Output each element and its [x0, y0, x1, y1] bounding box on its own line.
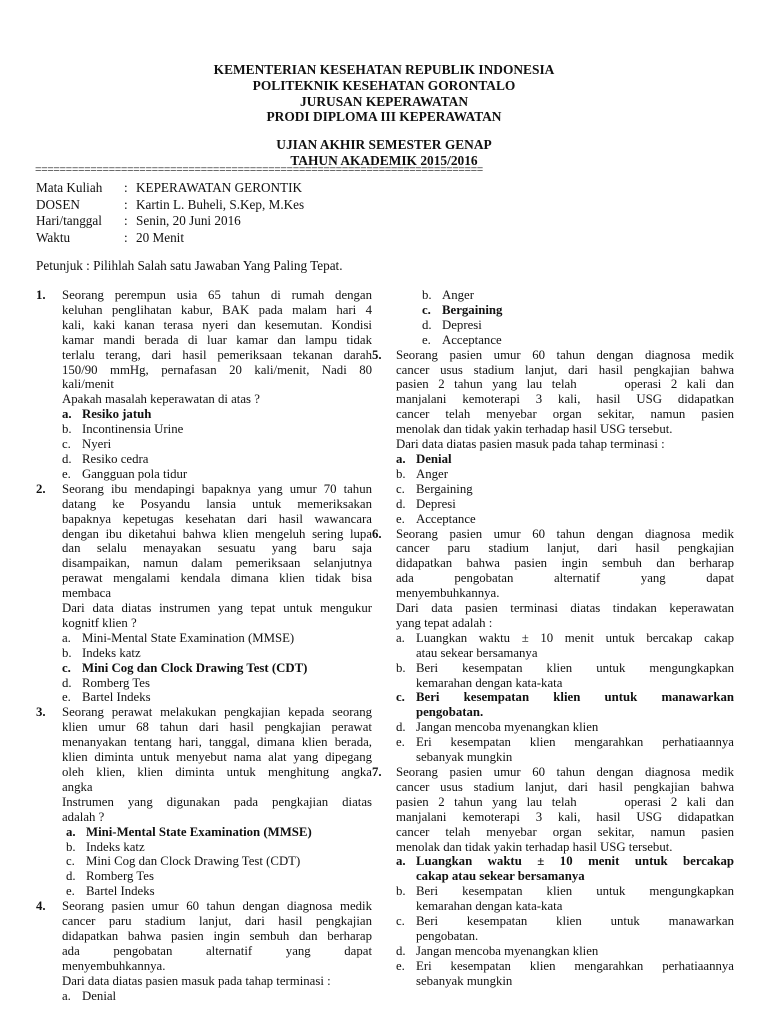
right-column [372, 288, 734, 989]
meta-label: Hari/tanggal [36, 213, 102, 228]
question-stem-line: pasien 2 tahun yang lau telah operasi 2 kali dan [396, 377, 734, 392]
department-title: JURUSAN KEPERAWATAN [299, 94, 468, 109]
meta-colon: : [124, 196, 128, 212]
question-number: 2. [36, 481, 46, 496]
question-stem-line: cancer paru stadium lanjut, dari hasil pengkajian [396, 541, 734, 556]
option-e[interactable]: e. Bartel Indeks [66, 884, 155, 899]
option-e[interactable]: e. Gangguan pola tidur [62, 466, 188, 481]
question-number: 5. [372, 347, 382, 362]
institution-title: POLITEKNIK KESEHATAN GORONTALO [252, 78, 516, 93]
academic-year: TAHUN AKADEMIK 2015/2016 [290, 153, 478, 168]
option-c[interactable]: c. Mini Cog dan Clock Drawing Test (CDT) [66, 854, 301, 869]
exam-meta [36, 180, 304, 246]
question-stem-line: menyembuhkannya. [62, 958, 166, 973]
meta-label: DOSEN [36, 196, 80, 212]
meta-row-lecturer [36, 197, 304, 214]
option-e[interactable]: e. Acceptance [396, 511, 476, 526]
meta-label: Mata Kuliah [36, 180, 103, 195]
option-d[interactable]: d. Jangan mencoba myenangkan klien [396, 720, 599, 735]
question-stem-line: perawat mengalami kendala dimana klien tidak bisa [62, 571, 372, 586]
question-3 [36, 705, 372, 899]
question-stem-line: disampaikan, namun dalam pemeriksaan selanjutnya [62, 556, 372, 571]
option-b[interactable]: b. Indeks katz [62, 645, 141, 660]
separator-line: ========================================================================= [35, 164, 483, 176]
option-b[interactable]: b. Anger [396, 466, 448, 481]
question-stem-line: Seorang ibu mendapingi bapaknya yang umur 70 tahun [62, 481, 372, 496]
question-number: 7. [372, 765, 382, 779]
option-a[interactable]: a. Mini-Mental State Examination (MMSE) [66, 824, 312, 839]
option-a[interactable]: a. Mini-Mental State Examination (MMSE) [62, 630, 295, 645]
question-stem-line: cancer telah menyebar organ sekitar, namun pasien [396, 407, 734, 422]
question-stem-line: manjalani kemoterapi 3 kali, hasil USG didapatkan [396, 809, 734, 824]
meta-colon: : [124, 213, 128, 228]
question-stem-line: didapatkan bahwa pasien ingin sembuh dan berharap [396, 556, 734, 571]
option-d[interactable]: d. Depresi [396, 496, 456, 511]
question-stem-line: bapaknya kepetugas kesehatan dari hasil wawancara [62, 511, 372, 526]
option-b[interactable]: b. Indeks katz [66, 839, 145, 854]
question-number: 1. [36, 288, 46, 302]
question-stem-line: oleh klien, klien diminta untuk menghitung angka [62, 765, 372, 779]
question-stem-line: kali/menit [62, 377, 114, 392]
option-d[interactable]: d. Jangan mencoba myenangkan klien [396, 943, 599, 958]
question-stem-line: ada pengobatan alternatif yang dapat [396, 571, 734, 586]
question-prompt: Dari data diatas pasien masuk pada tahap terminasi : [396, 437, 665, 452]
option-d[interactable]: d. Romberg Tes [66, 869, 154, 884]
meta-value: Senin, 20 Juni 2016 [136, 213, 241, 228]
question-prompt: adalah ? [62, 809, 105, 824]
meta-row-course [36, 180, 304, 197]
question-5 [372, 348, 734, 527]
ministry-title: KEMENTERIAN KESEHATAN REPUBLIK INDONESIA [213, 62, 555, 77]
question-prompt: Instrumen yang digunakan pada pengkajian diatas [62, 794, 372, 809]
option-c[interactable]: c. Nyeri [62, 437, 112, 452]
option-a[interactable]: a. Denial [62, 988, 117, 1003]
program-title: PRODI DIPLOMA III KEPERAWATAN [266, 109, 502, 124]
question-stem-line: Seorang perempun usia 65 tahun di rumah dengan [62, 288, 372, 302]
option-b[interactable]: b. Incontinensia Urine [62, 422, 184, 437]
question-stem-line: klien diminta untuk menyebut nama alat yang dipegang [62, 750, 372, 765]
question-stem-line: klien umur 68 tahun dari hasil pengkajian perawat [62, 720, 372, 735]
question-4-continued [396, 288, 734, 348]
instruction-text: Petunjuk : Pilihlah Salah satu Jawaban Yang Paling Tepat. [36, 258, 343, 273]
question-7 [372, 765, 734, 989]
question-stem-line: menolak dan tidak yakin terhadap hasil USG tersebut. [396, 839, 673, 854]
question-stem-line: cancer paru stadium lanjut, dari hasil pengkajian [62, 914, 372, 929]
option-b[interactable]: b. Beri kesempatan klien untuk mengungkapkan kemarahan dengan kata-kata [396, 660, 734, 690]
question-number: 4. [36, 899, 46, 914]
meta-colon: : [124, 229, 128, 245]
question-stem-line: menolak dan tidak yakin terhadap hasil USG tersebut. [396, 422, 673, 437]
option-e[interactable]: e. Acceptance [422, 332, 502, 347]
question-stem-line: manjalani kemoterapi 3 kali, hasil USG didapatkan [396, 392, 734, 407]
question-stem-line: angka [62, 779, 93, 794]
option-d[interactable]: d. Resiko cedra [62, 451, 149, 466]
meta-row-date [36, 213, 304, 230]
meta-row-time [36, 230, 304, 247]
question-stem-line: kali, kaki kanan terasa nyeri dan kesemutan. Kondisi [62, 317, 372, 332]
option-a[interactable]: a. Resiko jatuh [62, 407, 152, 422]
option-b[interactable]: b. Beri kesempatan klien untuk mengungkapkan kemarahan dengan kata-kata [396, 884, 734, 914]
question-stem-line: didapatkan bahwa pasien ingin sembuh dan berharap [62, 928, 372, 943]
question-stem-line: 150/90 mmHg, pernafasan 20 kali/menit, Nadi 80 [62, 362, 372, 377]
question-stem-line: kamar mandi berada di luar kamar dan lampu tidak [62, 332, 372, 347]
question-prompt: kognitf klien ? [62, 615, 137, 630]
question-stem-line: ada pengobatan alternatif yang dapat [62, 943, 372, 958]
meta-value: 20 Menit [136, 229, 184, 245]
question-stem-line: keluhan penglihatan kabur, BAK pada malam hari 4 [62, 302, 372, 317]
question-stem-line: cancer telah menyebar organ sekitar, namun pasien [396, 824, 734, 839]
option-d[interactable]: d. Depresi [422, 317, 482, 332]
option-c[interactable]: c. Beri kesempatan klien untuk manawarkan pengobatan. [396, 914, 734, 943]
question-stem-line: membaca [62, 586, 112, 601]
option-d[interactable]: d. Romberg Tes [62, 675, 150, 690]
meta-value: KEPERAWATAN GERONTIK [136, 180, 303, 195]
question-2 [36, 482, 372, 706]
option-c[interactable]: c. Mini Cog dan Clock Drawing Test (CDT) [62, 660, 308, 675]
question-6 [372, 527, 734, 766]
option-a[interactable]: a. Denial [396, 451, 452, 466]
question-stem-line: menanyakan tentang hari, tanggal, dimana klien berada, [62, 735, 372, 750]
meta-value: Kartin L. Buheli, S.Kep, M.Kes [136, 196, 305, 212]
question-number: 3. [36, 705, 46, 720]
question-stem-line: dengan ibu diketahui bahwa klien mengeluh sering lupa [62, 526, 372, 541]
left-column [36, 288, 372, 1004]
option-e[interactable]: e. Eri kesempatan klien mengarahkan perhatiaannya sebanyak mungkin [396, 958, 734, 988]
meta-label: Waktu [36, 229, 71, 245]
question-stem-line: Seorang pasien umur 60 tahun dengan diagnosa medik [396, 347, 734, 362]
question-stem-line: menyembuhkannya. [396, 586, 500, 601]
question-prompt: Dari data diatas instrumen yang tepat untuk mengukur [62, 601, 372, 616]
question-stem-line: Seorang pasien umur 60 tahun dengan diagnosa medik [396, 526, 734, 541]
exam-title: UJIAN AKHIR SEMESTER GENAP [276, 137, 492, 152]
option-e[interactable]: e. Eri kesempatan klien mengarahkan perhatiaannya sebanyak mungkin [396, 735, 734, 765]
question-prompt: Apakah masalah keperawatan di atas ? [62, 392, 260, 407]
option-b[interactable]: b. Anger [422, 288, 474, 302]
question-stem-line: cancer usus stadium lanjut, dari hasil pengkajian bahwa [396, 362, 734, 377]
question-stem-line: datang ke Posyandu lansia untuk memeriksakan [62, 496, 372, 511]
question-stem-line: pasien 2 tahun yang lau telah operasi 2 kali dan [396, 794, 734, 809]
option-c[interactable]: c. Beri kesempatan klien untuk manawarkan pengobatan. [396, 690, 734, 720]
option-a[interactable]: a. Luangkan waktu ± 10 menit untuk bercakap cakap atau sekear bersamanya [396, 854, 734, 884]
question-prompt: Dari data pasien terminasi diatas tindakan keperawatan [396, 601, 734, 616]
meta-colon: : [124, 180, 128, 195]
question-prompt: yang tepat adalah : [396, 615, 493, 630]
question-stem-line: cancer usus stadium lanjut, dari hasil pengkajian bahwa [396, 779, 734, 794]
question-number: 6. [372, 526, 382, 541]
option-c[interactable]: c. Bergaining [396, 481, 473, 496]
question-stem-line: Seorang pasien umur 60 tahun dengan diagnosa medik [396, 765, 734, 779]
option-e[interactable]: e. Bartel Indeks [62, 690, 151, 705]
question-1 [36, 288, 372, 482]
question-4 [36, 899, 372, 1003]
option-a[interactable]: a. Luangkan waktu ± 10 menit untuk bercakap cakap atau sekear bersamanya [396, 630, 734, 660]
question-stem-line: dan selalu menayakan sesuatu yang baru saja [62, 541, 372, 556]
question-prompt: Dari data diatas pasien masuk pada tahap terminasi : [62, 973, 331, 988]
question-stem-line: Seorang perawat melakukan pengkajian kepada seorang [62, 705, 372, 720]
question-stem-line: terlalu terang, dari hasil pemeriksaan tekanan darah [62, 347, 372, 362]
option-c[interactable]: c. Bergaining [422, 302, 503, 317]
question-stem-line: Seorang pasien umur 60 tahun dengan diagnosa medik [62, 899, 372, 914]
